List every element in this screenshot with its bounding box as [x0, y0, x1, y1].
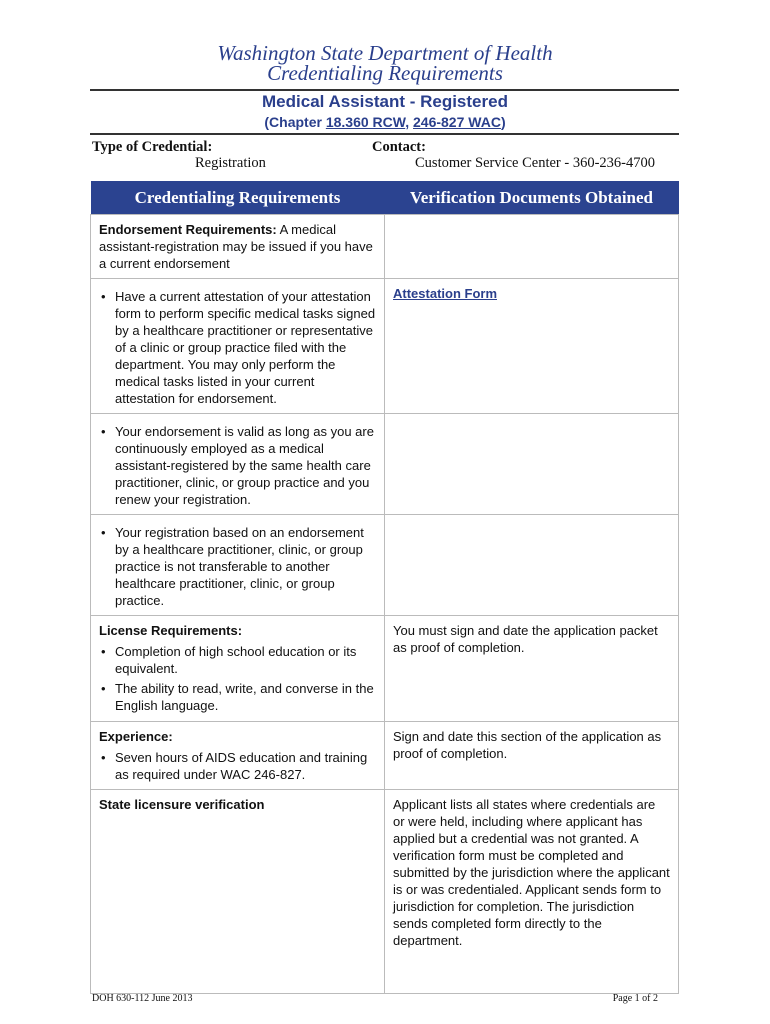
- contact-value: Customer Service Center - 360-236-4700: [415, 155, 656, 171]
- table-row: [91, 616, 679, 722]
- row-heading: State licensure verification: [99, 797, 265, 812]
- table-row: [91, 790, 679, 994]
- table-row: [91, 414, 679, 515]
- bullet-item: • Your endorsement is valid as long as you are continuously employed as a medical assistant-registered by the same health care practitioner, clinic, or group practice and you renew your registration.: [115, 423, 376, 508]
- title-line2: Credentialing Requirements: [267, 61, 503, 85]
- bullet-item: • Have a current attestation of your attestation form to perform specific medical tasks signed by a healthcare practitioner or representative of a clinic or group practice filed with the department. You may only perform the medical tasks listed in your current attestation for endorsement.: [115, 288, 376, 407]
- bullet-item: • Seven hours of AIDS education and training as required under WAC 246-827.: [115, 749, 376, 783]
- type-label: Type of Credential:: [92, 139, 213, 155]
- chapter-line: [0, 114, 770, 130]
- rcw-link[interactable]: 18.360 RCW: [325, 114, 406, 130]
- row-heading: Experience:: [99, 729, 173, 744]
- chapter-suffix: ): [500, 114, 506, 130]
- row-heading: Endorsement Requirements:: [99, 222, 277, 237]
- table-row: [91, 215, 679, 279]
- bullet-item: • Your registration based on an endorsement by a healthcare practitioner, clinic, or group practice is not transferable to another healthcare practitioner, clinic, or group practice.: [115, 524, 376, 609]
- table-row: [91, 722, 679, 790]
- col-header: Verification Documents Obtained: [385, 181, 679, 215]
- wac-link[interactable]: 246-827 WAC: [413, 114, 501, 130]
- attestation-form-link[interactable]: Attestation Form: [393, 286, 497, 301]
- title-line1: Washington State Department of Health: [217, 41, 553, 65]
- sep: ,: [405, 114, 413, 130]
- chapter-prefix: (Chapter: [264, 114, 326, 130]
- bullet-item: • Completion of high school education or its equivalent.: [115, 643, 376, 677]
- col-header: Credentialing Requirements: [91, 181, 385, 215]
- row-heading: License Requirements:: [99, 623, 243, 638]
- type-value: Registration: [195, 155, 266, 171]
- verification-text: Sign and date this section of the application as proof of completion.: [385, 722, 679, 790]
- form-number: DOH 630-112 June 2013: [92, 993, 193, 1004]
- contact-label: Contact:: [372, 139, 426, 155]
- bullet-item: • The ability to read, write, and converse in the English language.: [115, 680, 376, 714]
- verification-text: Applicant lists all states where credentials are or were held, including where applicant has applied but a credential was not granted. A verification form must be completed and submitted by the jurisdiction where the applicant is or was credentialed. Applicant sends form to jurisdiction for completion. The jurisdiction sends completed form directly to the department.: [385, 790, 679, 994]
- row-text: A medical assistant-registration may be issued if you have a current endorsement: [99, 222, 373, 271]
- divider: [90, 89, 679, 91]
- verification-text: You must sign and date the application packet as proof of completion.: [385, 616, 679, 722]
- requirements-table: [90, 181, 679, 994]
- divider: [90, 133, 679, 135]
- table-row: [91, 515, 679, 616]
- credential-title: Medical Assistant - Registered: [262, 92, 508, 111]
- table-row: [91, 279, 679, 414]
- page-number: Page 1 of 2: [612, 993, 658, 1004]
